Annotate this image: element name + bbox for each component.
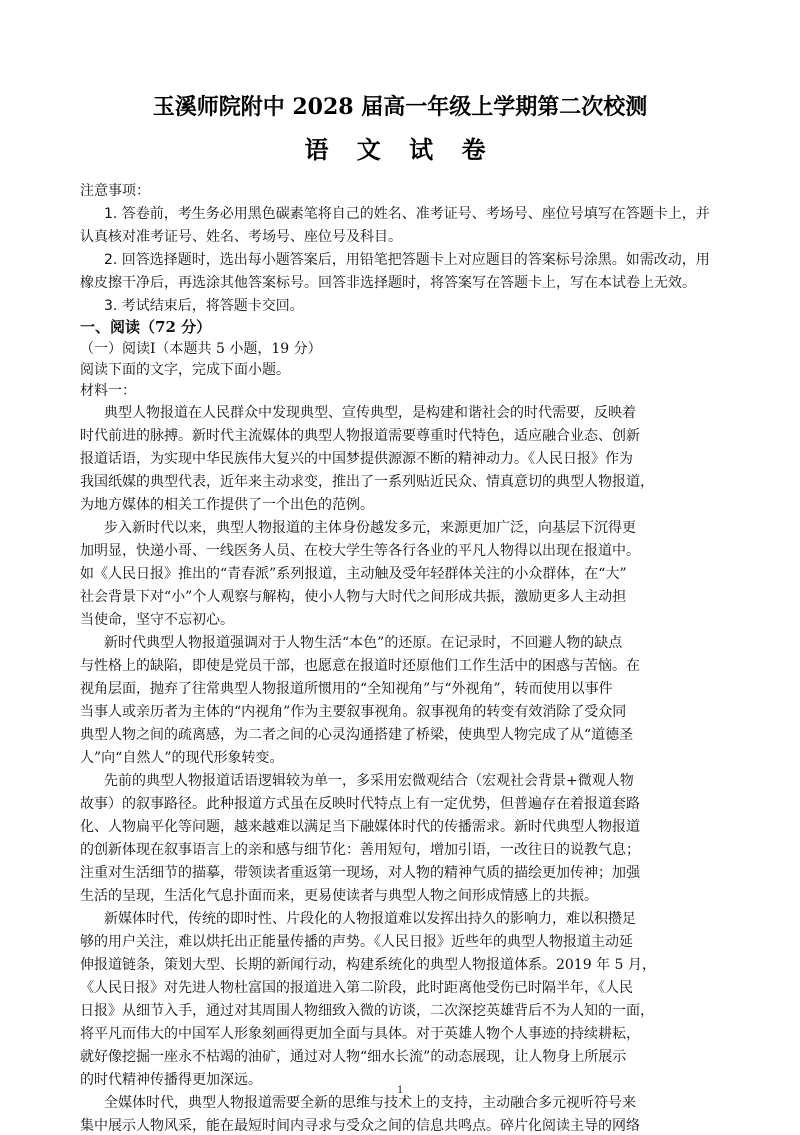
body-line: 典型人物报道在人民群众中发现典型、宣传典型，是构建和谐社会的时代需要，反映着 [104,405,636,421]
body-line: 当使命，坚守不忘初心。 [80,612,234,628]
body-line: 将平凡而伟大的中国军人形象刻画得更加全面与具体。对于英雄人物个人事迹的持续耕耘， [80,1026,640,1042]
body-line: 全媒体时代，典型人物报道需要全新的思维与技术上的支持，主动融合多元视听符号来 [104,1095,636,1111]
body-line: 步入新时代以来，典型人物报道的主体身份越发多元，来源更加广泛，向基层下沉得更 [104,520,636,536]
notice-line: 1. 答卷前，考生务必用黑色碳素笔将自己的姓名、准考证号、考场号、座位号填写在答题卡上，并 [104,206,710,222]
body-line: 如《人民日报》推出的“青春派”系列报道，主动触及受年轻群体关注的小众群体，在“大” [80,566,627,582]
body-line: 《人民日报》对先进人物杜富国的报道进入第二阶段，此时距离他受伤已时隔半年，《人民 [80,980,633,996]
body-line: 够的用户关注，难以烘托出正能量传播的声势。《人民日报》近些年的典型人物报道主动延 [80,934,633,950]
body-line: 报道话语，为实现中华民族伟大复兴的中国梦提供源源不断的精神动力。《人民日报》作为 [80,451,633,467]
body-line: 注重对生活细节的描摹，带领读者重返第一现场，对人物的精神气质的描绘更加传神；加强 [80,865,640,881]
notice-line: 3. 考试结束后，将答题卡交回。 [104,298,304,314]
body-line: 视角层面，抛弃了往常典型人物报道所惯用的“全知视角”与“外视角”，转而使用以事件 [80,681,613,697]
notice-line: 橡皮擦干净后，再选涂其他答案标号。回答非选择题时，将答案写在答题卡上，写在本试卷上无效。 [80,275,696,291]
notice-line: 认真核对准考证号、姓名、考场号、座位号及科目。 [80,229,402,245]
body-line: 的时代精神传播得更加深远。 [80,1072,262,1088]
body-line: 集中展示人物风采，能在最短时间内寻求与受众之间的信息共鸣点。碎片化阅读主导的网络 [80,1118,640,1134]
body-line: 就好像挖掘一座永不枯竭的油矿，通过对人物“细水长流”的动态展现，让人物身上所展示 [80,1049,627,1065]
body-line: 社会背景下对“小”个人观察与解构，使小人物与大时代之间形成共振，激励更多人主动担 [80,589,627,605]
exam-subtitle: 语 文 试 卷 [304,135,496,164]
body-line: 的创新体现在叙事语言上的亲和感与细节化：善用短句，增加引语，一改往日的说教气息； [80,842,640,858]
body-line: 伸报道链条，策划大型、长期的新闻行动，构建系统化的典型人物报道体系。2019 年 5 月， [80,957,656,973]
body-line: 人”向“自然人”的现代形象转变。 [80,750,284,766]
body-line: 故事）的叙事路径。此种报道方式虽在反映时代特点上有一定优势，但普遍存在着报道套路 [80,796,640,812]
exam-title: 玉溪师院附中 2028 届高一年级上学期第二次校测 [152,94,648,120]
body-line: 典型人物之间的疏离感，为二者之间的心灵沟通搭建了桥梁，使典型人物完成了从“道德圣 [80,727,634,743]
body-line: 为地方媒体的相关工作提供了一个出色的范例。 [80,497,374,513]
body-line: 新媒体时代，传统的即时性、片段化的人物报道难以发挥出持久的影响力，难以积攒足 [104,911,636,927]
page-number: 1 [397,1082,403,1096]
material-label: 材料一： [80,383,136,399]
body-line: 时代前进的脉搏。新时代主流媒体的典型人物报道需要尊重时代特色，适应融合业态、创新 [80,428,640,444]
body-line: 生活的呈现，生活化气息扑面而来，更易使读者与典型人物之间形成情感上的共振。 [80,888,598,904]
sub-section-heading: （一）阅读Ⅰ（本题共 5 小题，19 分） [80,341,322,357]
reading-instruction: 阅读下面的文字，完成下面小题。 [80,362,290,378]
body-line: 当事人或亲历者为主体的“内视角”作为主要叙事视角。叙事视角的转变有效消除了受众同 [80,704,627,720]
body-line: 与性格上的缺陷，即使是党员干部，也愿意在报道时还原他们工作生活中的困惑与苦恼。在 [80,658,640,674]
body-line: 加明显，快递小哥、一线医务人员、在校大学生等各行各业的平凡人物得以出现在报道中。 [80,543,640,559]
notice-line: 2. 回答选择题时，选出每小题答案后，用铅笔把答题卡上对应题目的答案标号涂黑。如需改动，用 [104,252,710,268]
body-line: 我国纸媒的典型代表，近年来主动求变，推出了一系列贴近民众、情真意切的典型人物报道， [80,474,654,490]
body-line: 化、人物扁平化等问题，越来越难以满足当下融媒体时代的传播需求。新时代典型人物报道 [80,819,640,835]
notice-heading: 注意事项： [80,183,150,199]
body-line: 日报》从细节入手，通过对其周围人物细致入微的访谈，二次深挖英雄背后不为人知的一面， [80,1003,654,1019]
body-line: 先前的典型人物报道话语逻辑较为单一，多采用宏微观结合（宏观社会背景+微观人物 [104,773,634,789]
body-line: 新时代典型人物报道强调对于人物生活“本色”的还原。在记录时，不回避人物的缺点 [104,635,623,651]
section-heading: 一、阅读（72 分） [80,318,212,336]
